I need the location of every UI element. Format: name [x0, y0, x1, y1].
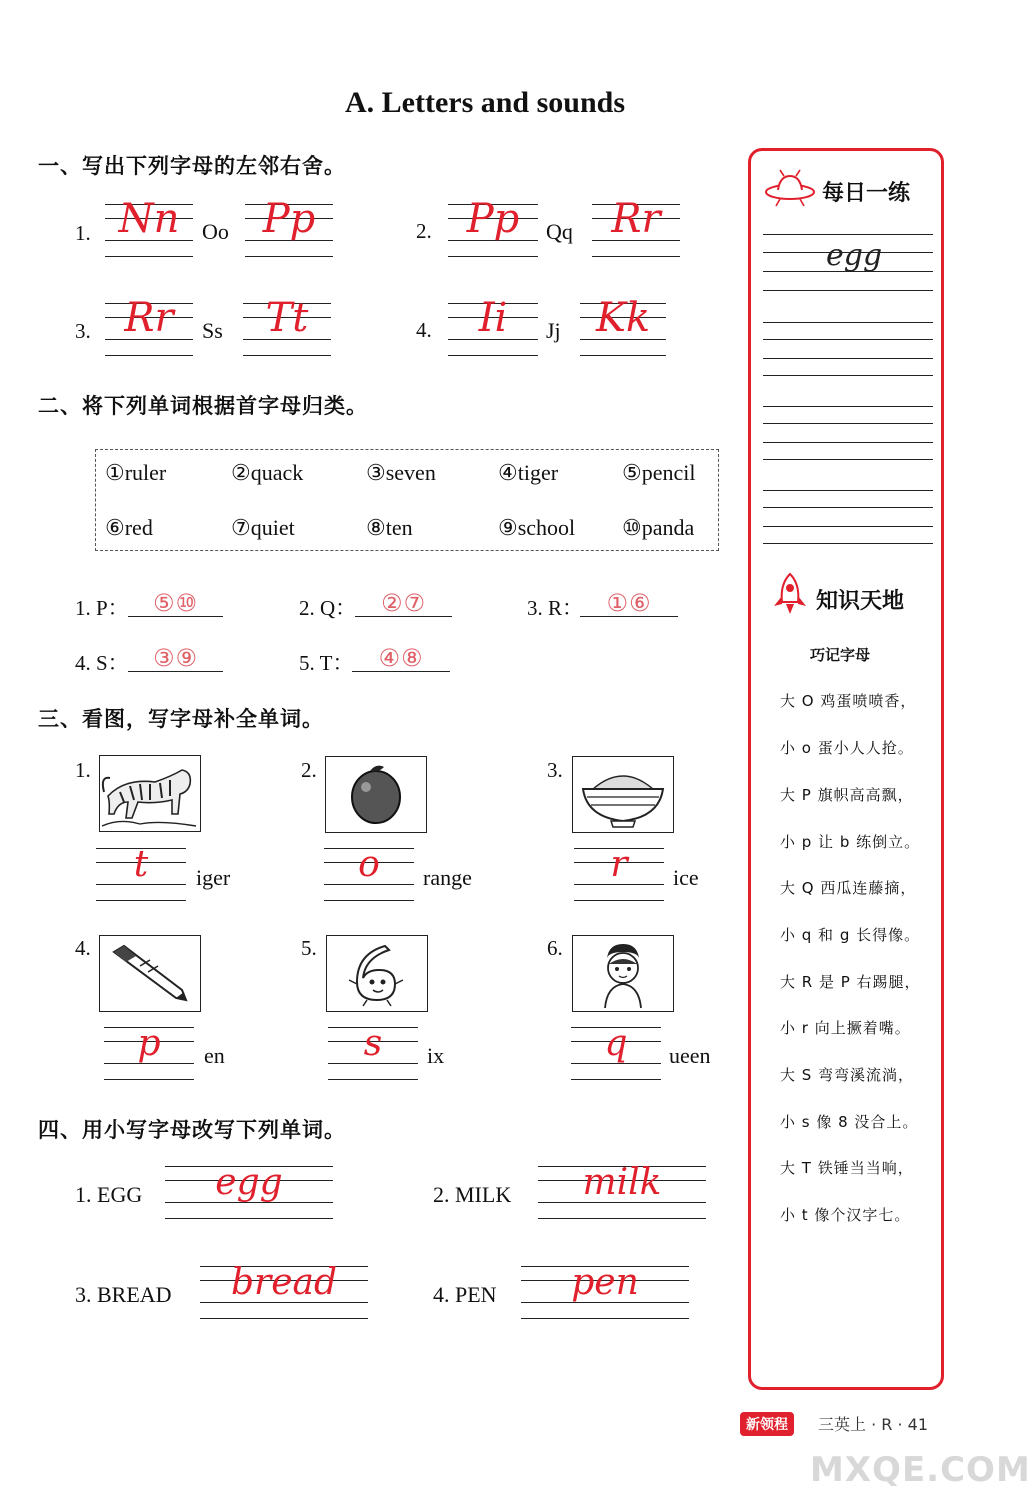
s3-item3-rest: ice	[673, 865, 699, 890]
s2-answer2-field[interactable]	[355, 589, 452, 617]
s1-item4-right-answer: Kk	[595, 295, 651, 341]
s3-item6-rest: ueen	[669, 1043, 711, 1068]
s1-item1-left-answer: Nn	[118, 196, 180, 242]
word-option: ⑧ten	[366, 515, 413, 540]
s3-item1-num: 1.	[75, 758, 91, 782]
s3-item4-letter: p	[137, 1023, 161, 1064]
s1-item1-right-answer: Pp	[262, 196, 316, 242]
s1-item3-left-answer: Rr	[124, 295, 174, 341]
s2-answer2-label: 2. Q：	[299, 596, 357, 620]
word-option: ⑩panda	[622, 515, 695, 540]
s4-item4-answer: pen	[571, 1262, 639, 1303]
s3-item4-num: 4.	[75, 936, 91, 960]
ufo-icon	[762, 168, 818, 212]
section2-heading: 二、将下列单词根据首字母归类。	[38, 394, 368, 418]
word-option: ⑦quiet	[231, 515, 295, 540]
word-option: ⑤pencil	[622, 460, 696, 485]
rhyme-line: 大 R 是 P 右踢腿，	[780, 973, 921, 991]
s2-answer5-label: 5. T：	[299, 651, 354, 675]
s2-answer1-label: 1. P：	[75, 596, 129, 620]
tiger-picture	[99, 755, 201, 832]
s2-answer4-label: 4. S：	[75, 651, 129, 675]
s2-answer3-field[interactable]	[580, 589, 678, 617]
daily-practice-title: 每日一练	[822, 181, 911, 206]
s2-answer3-label: 3. R：	[527, 596, 584, 620]
rice-bowl-picture	[572, 756, 674, 833]
s2-answer2-value: ②⑦	[380, 589, 427, 617]
s3-item5-rest: ix	[427, 1043, 445, 1068]
s1-item2-right-answer: Rr	[611, 196, 661, 242]
s3-item5-letter: s	[363, 1023, 383, 1064]
s2-answer4-value: ③⑨	[152, 644, 199, 672]
daily-word: egg	[826, 238, 883, 273]
s1-item3-middle: Ss	[202, 318, 223, 343]
s1-item2-num: 2.	[416, 219, 432, 243]
s1-item2-left-answer: Pp	[466, 196, 520, 242]
s4-item3-answer: bread	[230, 1262, 338, 1303]
queen-picture	[572, 935, 674, 1012]
word-option: ⑥red	[105, 515, 153, 540]
s2-answer5-value: ④⑧	[378, 644, 424, 672]
rhyme-line: 大 P 旗帜高高飘，	[780, 786, 914, 804]
s3-item1-rest: iger	[196, 865, 231, 890]
orange-picture	[325, 756, 427, 833]
rhyme-line: 大 S 弯弯溪流淌，	[780, 1066, 915, 1084]
rhyme-line: 大 Q 西瓜连藤摘，	[780, 879, 917, 897]
brand-badge: 新领程	[740, 1412, 794, 1436]
watermark: MXQE.COM	[810, 1450, 1031, 1490]
section4-heading: 四、用小写字母改写下列单词。	[38, 1118, 346, 1142]
pen-picture	[99, 935, 201, 1012]
s3-item5-num: 5.	[301, 936, 317, 960]
s3-item6-letter: q	[604, 1023, 628, 1064]
word-option: ③seven	[366, 460, 436, 485]
section3-heading: 三、看图，写字母补全单词。	[38, 707, 324, 731]
rhyme-line: 小 t 像个汉字七。	[780, 1206, 911, 1224]
s2-answer4-field[interactable]	[128, 644, 223, 672]
knowledge-title: 知识天地	[816, 589, 905, 614]
s1-item1-middle: Oo	[202, 219, 229, 244]
s1-item3-num: 3.	[75, 319, 91, 343]
s2-answer5-field[interactable]	[352, 644, 450, 672]
s3-item1-letter: t	[133, 844, 149, 885]
s1-item3-right-answer: Tt	[265, 295, 309, 341]
number-six-picture	[326, 935, 428, 1012]
page-title: A. Letters and sounds	[344, 86, 626, 119]
s4-item1-word: 1. EGG	[75, 1182, 143, 1207]
s1-item2-middle: Qq	[546, 219, 573, 244]
word-option: ⑨school	[498, 515, 576, 540]
s1-item4-num: 4.	[416, 318, 432, 342]
s4-item2-word: 2. MILK	[433, 1182, 512, 1207]
word-option: ①ruler	[105, 460, 167, 485]
rhyme-line: 小 q 和 g 长得像。	[780, 926, 921, 944]
s1-item1-num: 1.	[75, 221, 91, 245]
s2-answer3-value: ①⑥	[606, 589, 652, 617]
section1-heading: 一、写出下列字母的左邻右舍。	[38, 154, 346, 178]
rhyme-line: 大 T 铁锤当当响，	[780, 1159, 914, 1177]
s4-item1-answer: egg	[215, 1162, 283, 1203]
s3-item2-rest: range	[423, 865, 472, 890]
s3-item3-letter: r	[610, 844, 628, 885]
s3-item4-rest: en	[204, 1043, 225, 1068]
rhyme-line: 小 o 蛋小人人抢。	[780, 739, 914, 757]
s1-item4-middle: Jj	[546, 318, 561, 343]
s4-item2-answer: milk	[582, 1162, 662, 1203]
s4-item3-word: 3. BREAD	[75, 1282, 172, 1307]
s3-item2-letter: o	[358, 844, 380, 885]
s2-answer1-field[interactable]	[128, 589, 223, 617]
s3-item3-num: 3.	[547, 758, 563, 782]
rhyme-title: 巧记字母	[810, 646, 871, 664]
s1-item4-left-answer: Ii	[478, 295, 508, 341]
word-option: ④tiger	[498, 460, 559, 485]
word-option: ②quack	[231, 460, 304, 485]
rhyme-line: 小 s 像 8 没合上。	[780, 1113, 919, 1131]
s3-item2-num: 2.	[301, 758, 317, 782]
s2-answer1-value: ⑤⑩	[152, 589, 199, 617]
page-number: 三英上 · R · 41	[818, 1415, 928, 1434]
rhyme-line: 小 p 让 b 练倒立。	[780, 833, 921, 851]
rhyme-line: 小 r 向上撅着嘴。	[780, 1019, 911, 1037]
s3-item6-num: 6.	[547, 936, 563, 960]
rhyme-line: 大 O 鸡蛋喷喷香，	[780, 692, 917, 710]
s4-item4-word: 4. PEN	[433, 1282, 497, 1307]
rocket-icon	[770, 572, 810, 620]
